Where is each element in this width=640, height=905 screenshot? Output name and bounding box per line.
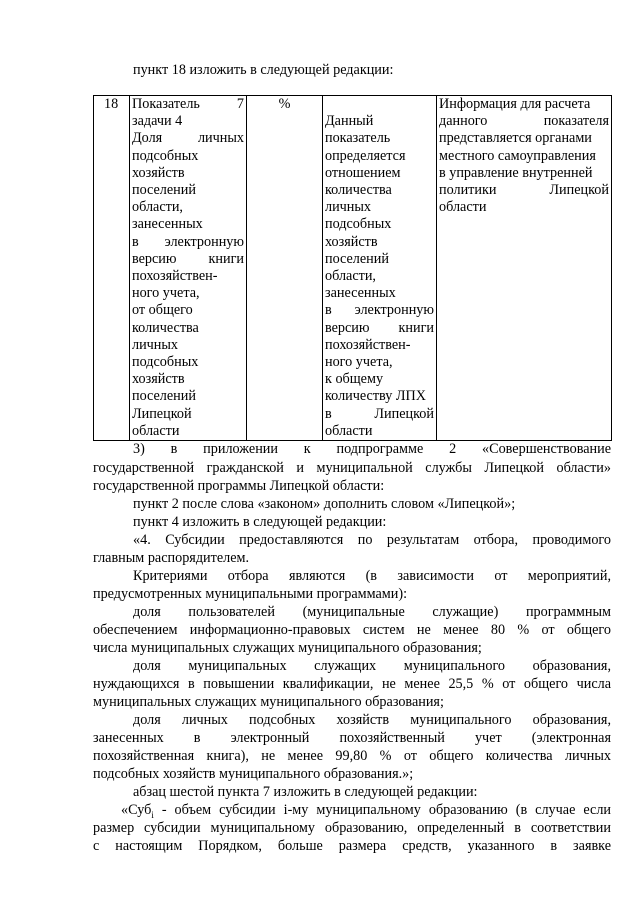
indicator-line: количества [132, 319, 199, 336]
indicator-name-cell [130, 96, 247, 441]
formula-text: - объем субсидии i-му муниципальному образованию (в случае если [153, 802, 611, 818]
indicator-line: от общего [132, 302, 193, 319]
method-line: личных [325, 199, 372, 216]
method-line: в электронную [325, 302, 434, 319]
body-line: числа муниципальных служащих муниципального образования; [93, 640, 482, 656]
source-line: политики Липецкой [439, 182, 609, 199]
indicator-line: версию книги [132, 250, 244, 267]
method-line: определяется [325, 147, 406, 164]
method-cell [323, 96, 437, 441]
indicator-line: задачи 4 [132, 113, 183, 130]
formula-symbol: «Суб [121, 802, 152, 818]
method-line: ного учета, [325, 354, 393, 371]
indicator-line: поселений [132, 182, 196, 199]
method-line: в Липецкой [325, 405, 434, 422]
source-line: в управление внутренней [439, 164, 593, 181]
indicator-line: подсобных [132, 354, 199, 371]
body-line: Критериями отбора являются (в зависимости от мероприятий, [133, 568, 611, 584]
method-line: поселений [325, 250, 389, 267]
body-line: предусмотренных муниципальными программами): [93, 586, 408, 602]
source-line: области [439, 199, 487, 216]
unit-cell [247, 96, 323, 441]
unit-label: % [278, 96, 291, 112]
blank-line [325, 96, 434, 113]
body-line: нуждающихся в повышении квалификации, не менее 25,5 % от общего числа [93, 676, 611, 692]
body-line: доля личных подсобных хозяйств муниципального образования, [133, 712, 611, 728]
indicator-line: Липецкой [132, 405, 192, 422]
indicator-line: Доля личных [132, 130, 244, 147]
indicator-line: Показатель 7 [132, 96, 244, 112]
body-line: абзац шестой пункта 7 изложить в следующей редакции: [133, 784, 478, 800]
method-line: количеству ЛПХ [325, 388, 427, 405]
indicator-line: в электронную [132, 233, 244, 250]
indicator-line: хозяйств [132, 164, 185, 181]
indicator-line: похозяйствен- [132, 268, 218, 285]
method-line: отношением [325, 164, 401, 181]
method-line: показатель [325, 130, 391, 147]
method-line: хозяйств [325, 233, 378, 250]
source-cell [437, 96, 612, 441]
source-line: данного показателя [439, 113, 609, 130]
body-line: доля муниципальных служащих муниципального образования, [133, 658, 611, 674]
source-line: местного самоуправления [439, 147, 596, 164]
source-line: представляется органами [439, 130, 592, 147]
method-line: количества [325, 182, 392, 198]
indicator-line: области, [132, 199, 183, 216]
source-line: Информация для расчета [439, 96, 591, 112]
intro-line: пункт 18 изложить в следующей редакции: [133, 62, 394, 78]
body-line: пункт 2 после слова «законом» дополнить словом «Липецкой»; [133, 496, 516, 512]
formula-subscript: i [151, 809, 154, 820]
indicator-table [93, 95, 612, 441]
body-line: пункт 4 изложить в следующей редакции: [133, 514, 387, 530]
method-line: к общему [325, 371, 384, 388]
body-line-formula [121, 801, 611, 819]
indicator-line: личных [132, 336, 179, 353]
body-line: обеспечением информационно-правовых систем не менее 80 % от общего [93, 622, 611, 638]
body-line: «4. Субсидии предоставляются по результатам отбора, проводимого [133, 532, 611, 548]
body-line: размер субсидии муниципальному образованию, определенный в соответствии [93, 820, 611, 836]
body-line: занесенных в электронный похозяйственный учет (электронная [93, 730, 611, 746]
method-line: области, [325, 268, 376, 285]
body-line: с настоящим Порядком, больше размера средств, указанного в заявке [93, 838, 611, 854]
body-line: 3) в приложении к подпрограмме 2 «Совершенствование [133, 441, 611, 457]
body-line: государственной программы Липецкой области: [93, 478, 385, 494]
table-row [94, 96, 612, 441]
body-line: муниципальных служащих муниципального образования; [93, 694, 444, 710]
indicator-line: подсобных [132, 147, 199, 164]
indicator-line: занесенных [132, 216, 203, 233]
row-number-cell [94, 96, 130, 441]
method-line: области [325, 422, 373, 439]
method-line: похозяйствен- [325, 336, 411, 353]
body-line: главным распорядителем. [93, 550, 250, 566]
body-line: подсобных хозяйств муниципального образования.»; [93, 766, 414, 782]
method-line: версию книги [325, 319, 434, 336]
indicator-line: области [132, 422, 180, 439]
indicator-line: поселений [132, 388, 196, 405]
row-number: 18 [104, 96, 119, 112]
method-line: занесенных [325, 285, 396, 302]
body-line: государственной гражданской и муниципальной службы Липецкой области» [93, 460, 611, 476]
method-line: Данный [325, 113, 374, 130]
body-line: доля пользователей (муниципальные служащие) программным [133, 604, 611, 620]
indicator-line: хозяйств [132, 371, 185, 388]
method-line: подсобных [325, 216, 392, 233]
indicator-line: ного учета, [132, 285, 200, 302]
body-line: похозяйственная книга), не менее 99,80 % от общего количества личных [93, 748, 611, 764]
